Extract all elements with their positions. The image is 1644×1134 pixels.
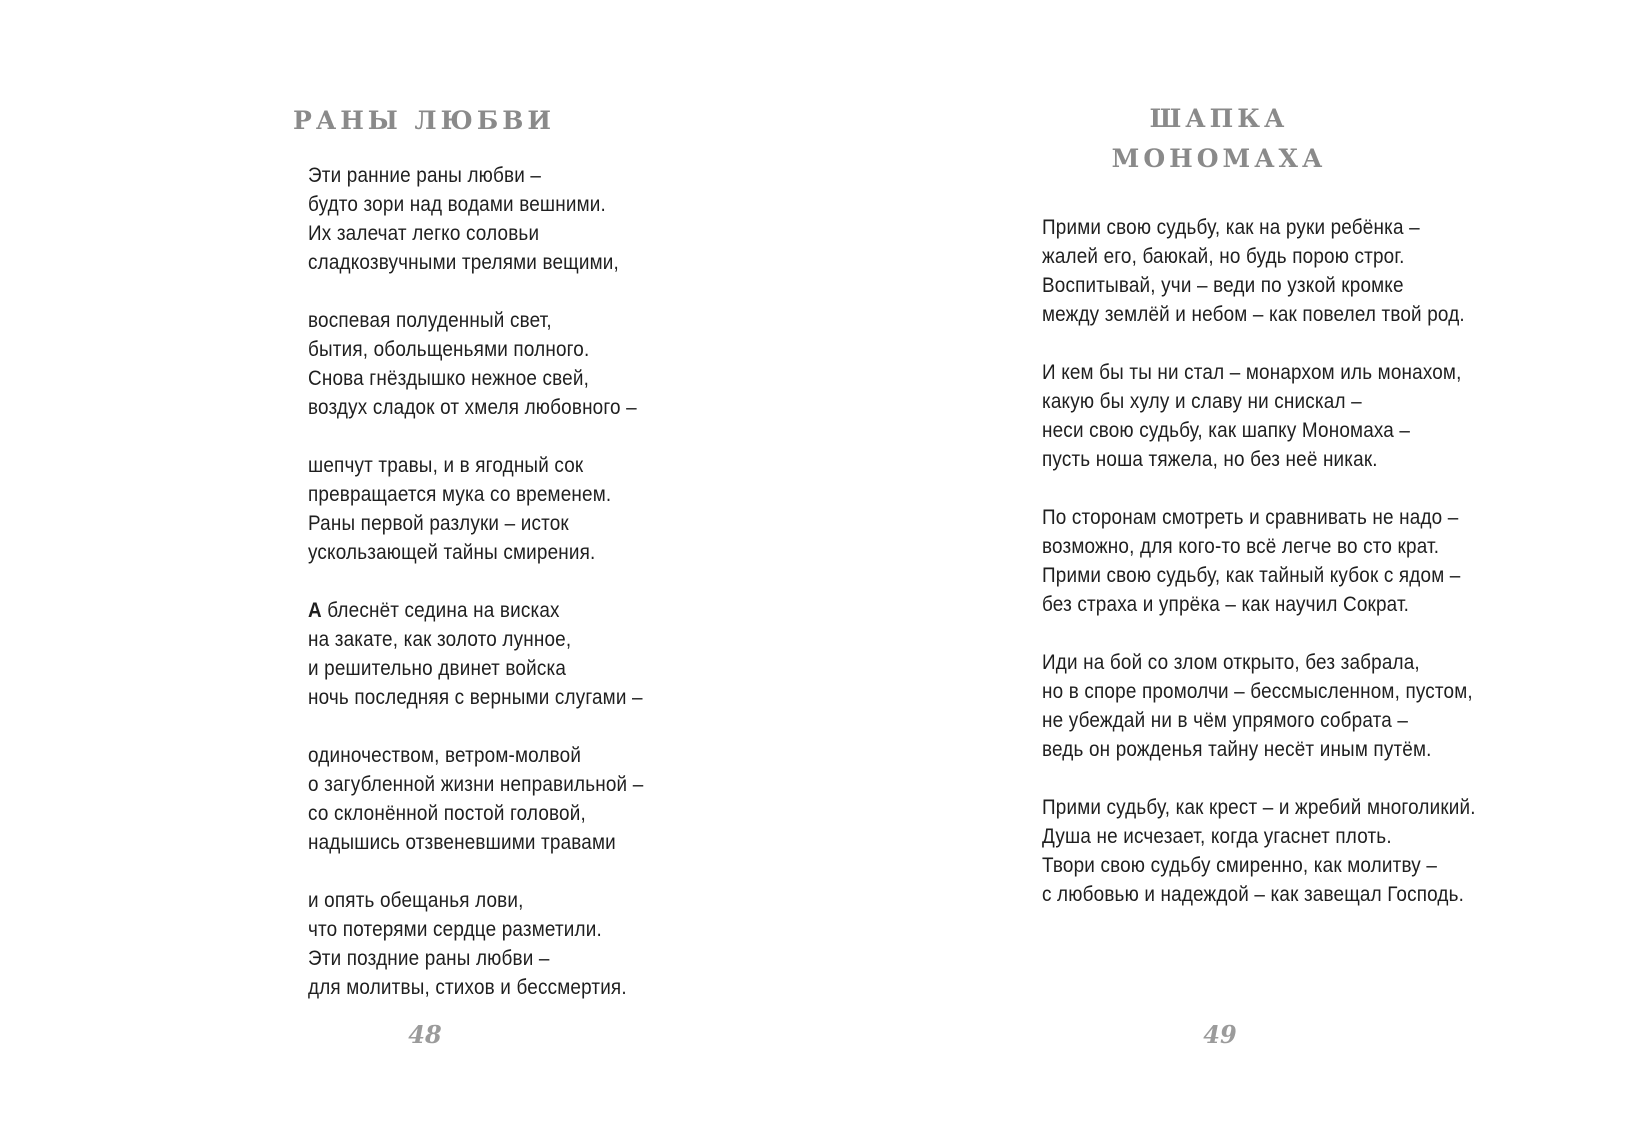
- stanza: [1042, 793, 1476, 909]
- title-line: РАНЫ ЛЮБВИ: [293, 105, 555, 135]
- poem-line: Снова гнёздышко нежное свей,: [308, 367, 590, 390]
- poem-line: ведь он рожденья тайну несёт иным путём.: [1042, 738, 1432, 761]
- poem-line: возможно, для кого-то всё легче во сто крат.: [1042, 535, 1440, 558]
- poem-line: что потерями сердце разметили.: [308, 918, 602, 941]
- poem-line: будто зори над водами вешними.: [308, 193, 606, 216]
- poem-line: о загубленной жизни неправильной –: [308, 773, 644, 796]
- poem-line: надышись отзвеневшими травами: [308, 831, 616, 854]
- poem-line: Их залечат легко соловьи: [308, 222, 540, 245]
- poem-line: неси свою судьбу, как шапку Мономаха –: [1042, 419, 1411, 442]
- poem-line: и решительно двинет войска: [308, 657, 567, 680]
- stanza: [308, 306, 643, 422]
- poem-line: шепчут травы, и в ягодный сок: [308, 454, 584, 477]
- poem-line: без страха и упрёка – как научил Сократ.: [1042, 593, 1410, 616]
- poem-line: жалей его, баюкай, но будь порою строг.: [1042, 245, 1405, 268]
- poem-line: Эти ранние раны любви –: [308, 164, 542, 187]
- stanza: [308, 161, 643, 277]
- poem-line: бытия, обольщеньями полного.: [308, 338, 590, 361]
- poem-right: [1042, 213, 1476, 909]
- poem-line: Прими судьбу, как крест – и жребий многоликий.: [1042, 796, 1476, 819]
- title-line: ШАПКА: [1149, 103, 1289, 133]
- poem-line: какую бы хулу и славу ни снискал –: [1042, 390, 1362, 413]
- stanza: [308, 596, 643, 712]
- page-right: [822, 0, 1644, 1134]
- poem-line: Прими свою судьбу, как тайный кубок с ядом –: [1042, 564, 1461, 587]
- poem-line: Эти поздние раны любви –: [308, 947, 550, 970]
- poem-line: Прими свою судьбу, как на руки ребёнка –: [1042, 216, 1420, 239]
- stanza: [1042, 358, 1476, 474]
- poem-line: воспевая полуденный свет,: [308, 309, 552, 332]
- poem-line: воздух сладок от хмеля любовного –: [308, 396, 637, 419]
- poem-line: одиночеством, ветром-молвой: [308, 744, 582, 767]
- poem-line: сладкозвучными трелями вещими,: [308, 251, 619, 274]
- title-line: МОНОМАХА: [1111, 143, 1327, 173]
- page-number-right: 49: [1203, 1020, 1237, 1049]
- stanza: [1042, 648, 1476, 764]
- poem-line: По сторонам смотреть и сравнивать не надо –: [1042, 506, 1459, 529]
- poem-line: на закате, как золото лунное,: [308, 628, 572, 651]
- poem-line: и опять обещанья лови,: [308, 889, 524, 912]
- poem-line: между землёй и небом – как повелел твой род.: [1042, 303, 1465, 326]
- poem-line: Душа не исчезает, когда угаснет плоть.: [1042, 825, 1392, 848]
- poem-line: И кем бы ты ни стал – монархом иль монахом,: [1042, 361, 1462, 384]
- stanza: [308, 886, 643, 1002]
- page-number-left: 48: [408, 1020, 442, 1049]
- poem-left: [308, 161, 643, 1002]
- poem-line: ускользающей тайны смирения.: [308, 541, 596, 564]
- poem-line: Воспитывай, учи – веди по узкой кромке: [1042, 274, 1404, 297]
- poem-line: А блеснёт седина на висках: [308, 599, 560, 622]
- poem-title-left: [13, 101, 835, 141]
- stanza: [308, 741, 643, 857]
- poem-line: Иди на бой со злом открыто, без забрала,: [1042, 651, 1420, 674]
- poem-line: с любовью и надеждой – как завещал Господь.: [1042, 883, 1465, 906]
- poem-line: не убеждай ни в чём упрямого собрата –: [1042, 709, 1409, 732]
- poem-line: ночь последняя с верными слугами –: [308, 686, 643, 709]
- poem-line: со склонённой постой головой,: [308, 802, 586, 825]
- poem-title-right: [808, 99, 1630, 179]
- poem-line: пусть ноша тяжела, но без неё никак.: [1042, 448, 1378, 471]
- poem-line: Раны первой разлуки – исток: [308, 512, 569, 535]
- stanza: [1042, 503, 1476, 619]
- stanza: [1042, 213, 1476, 329]
- poem-line: для молитвы, стихов и бессмертия.: [308, 976, 627, 999]
- stanza: [308, 451, 643, 567]
- poem-line: превращается мука со временем.: [308, 483, 612, 506]
- poem-line: но в споре промолчи – бессмысленном, пустом,: [1042, 680, 1473, 703]
- poem-line: Твори свою судьбу смиренно, как молитву –: [1042, 854, 1438, 877]
